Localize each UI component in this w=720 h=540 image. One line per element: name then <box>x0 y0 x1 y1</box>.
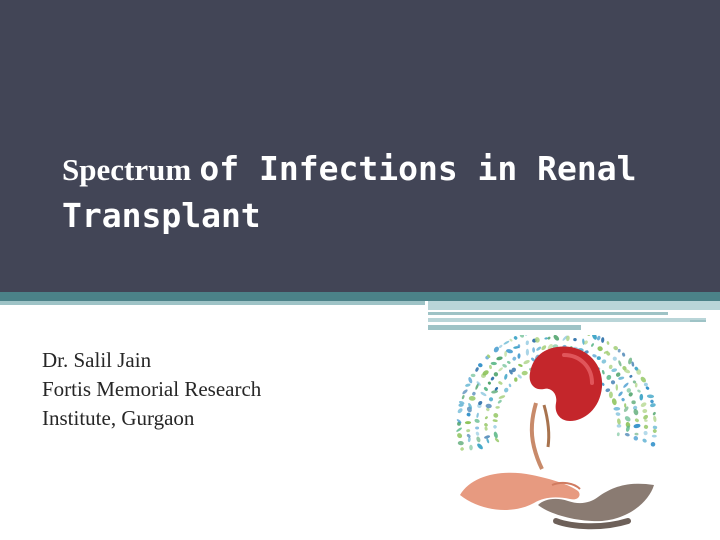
mosaic-dot <box>519 335 525 338</box>
mosaic-dot <box>490 376 495 381</box>
mosaic-dot <box>587 335 591 336</box>
affiliation-line-2: Institute, Gurgaon <box>42 406 195 430</box>
mosaic-dot <box>615 371 621 377</box>
mosaic-dot <box>466 412 471 417</box>
mosaic-dot <box>643 424 649 430</box>
mosaic-dot <box>525 335 529 336</box>
mosaic-dot <box>592 354 597 359</box>
mosaic-dot <box>640 401 647 408</box>
mosaic-dot <box>498 344 503 348</box>
mosaic-dot <box>483 386 489 392</box>
mosaic-dot <box>606 341 609 345</box>
mosaic-dot <box>544 337 548 340</box>
title-word-spectrum: Spectrum <box>62 152 192 187</box>
mosaic-dot <box>460 447 465 452</box>
mosaic-dot <box>489 397 493 401</box>
mosaic-dot <box>512 356 517 361</box>
mosaic-dot <box>484 416 488 420</box>
mosaic-dot <box>618 360 623 367</box>
mosaic-dot <box>633 423 641 429</box>
mosaic-dot <box>617 418 622 425</box>
mosaic-dot <box>608 364 612 369</box>
mosaic-dot <box>611 368 617 373</box>
mosaic-dot <box>504 374 508 381</box>
mosaic-dot <box>642 438 648 444</box>
divider-line <box>690 320 706 322</box>
mosaic-dot <box>618 349 621 353</box>
mosaic-dot <box>634 418 639 423</box>
mosaic-dot <box>492 419 498 422</box>
mosaic-dot <box>496 356 503 361</box>
mosaic-dot <box>485 404 492 409</box>
mosaic-dot <box>493 424 498 429</box>
mosaic-dot <box>509 338 513 342</box>
mosaic-dot <box>461 395 465 400</box>
mosaic-dot <box>532 347 535 353</box>
slide-title <box>62 146 682 240</box>
mosaic-dot <box>476 436 482 443</box>
mosaic-dot <box>468 377 473 384</box>
mosaic-dot <box>457 407 464 414</box>
mosaic-dot <box>618 376 625 380</box>
mosaic-dot <box>645 386 650 391</box>
mosaic-dot <box>652 411 656 415</box>
mosaic-dot <box>497 399 502 404</box>
mosaic-dot <box>547 336 551 340</box>
mosaic-dot <box>469 445 473 451</box>
mosaic-dot <box>615 412 620 416</box>
mosaic-dot <box>518 363 523 367</box>
divider-line <box>428 325 581 330</box>
divider-stripe-light <box>0 301 425 305</box>
mosaic-dot <box>601 359 607 365</box>
mosaic-dot <box>634 433 638 436</box>
mosaic-dot <box>650 399 655 404</box>
mosaic-dot <box>643 431 648 436</box>
mosaic-dot <box>617 432 620 436</box>
mosaic-dot <box>605 388 611 393</box>
mosaic-dot <box>626 388 631 393</box>
divider-stripe-light <box>428 301 720 310</box>
mosaic-dot <box>493 371 499 377</box>
mosaic-dot <box>525 340 529 345</box>
mosaic-dot <box>523 359 531 365</box>
mosaic-dot <box>513 335 518 340</box>
mosaic-dot <box>624 415 632 423</box>
mosaic-dot <box>498 367 504 372</box>
title-line-2: Transplant <box>62 196 261 235</box>
mosaic-dot <box>613 407 620 411</box>
mosaic-dot <box>621 397 626 402</box>
mosaic-dot <box>498 381 503 386</box>
mosaic-dot <box>483 422 488 427</box>
mosaic-dot <box>609 392 613 399</box>
mosaic-dot <box>487 381 491 385</box>
mosaic-dot <box>536 346 542 352</box>
mosaic-dot <box>597 346 604 352</box>
mosaic-dot <box>456 432 463 439</box>
mosaic-dot <box>623 406 630 413</box>
mosaic-dot <box>629 374 633 378</box>
mosaic-dot <box>503 340 510 345</box>
mosaic-dot <box>493 346 500 354</box>
mosaic-dot <box>633 408 639 415</box>
mosaic-dot <box>491 390 498 394</box>
mosaic-dot <box>475 367 480 373</box>
mosaic-dot <box>624 432 630 436</box>
mosaic-dot <box>498 395 506 400</box>
mosaic-dot <box>458 441 464 446</box>
mosaic-dot <box>474 418 480 423</box>
mosaic-dot <box>491 362 497 366</box>
mosaic-dot <box>484 426 488 431</box>
mosaic-dot <box>650 403 657 408</box>
mosaic-dot <box>521 371 528 376</box>
divider-line <box>428 312 668 315</box>
mosaic-dot <box>469 396 476 401</box>
kidney-in-hands-logo <box>452 335 662 535</box>
mosaic-dot <box>652 428 657 433</box>
mosaic-dot <box>466 429 470 432</box>
title-line-1-rest: of Infections in Renal <box>199 149 637 188</box>
mosaic-dot <box>476 443 484 451</box>
affiliation-line-1: Fortis Memorial Research <box>42 377 262 401</box>
mosaic-dot <box>591 343 595 348</box>
mosaic-dot <box>650 442 655 447</box>
mosaic-dot <box>514 377 517 381</box>
mosaic-dot <box>647 394 654 398</box>
mosaic-dot <box>475 431 480 436</box>
slide-subtitle <box>42 346 342 433</box>
divider-stripe <box>0 292 720 301</box>
mosaic-dot <box>617 424 622 428</box>
mosaic-dot <box>489 365 493 370</box>
mosaic-dot <box>526 349 529 356</box>
mosaic-dot <box>612 356 618 362</box>
mosaic-dot <box>492 412 499 419</box>
mosaic-dot <box>631 400 635 404</box>
mosaic-dot <box>591 335 598 340</box>
mosaic-dot <box>611 398 617 406</box>
mosaic-dot <box>507 360 512 364</box>
mosaic-dot <box>495 406 500 409</box>
mosaic-dot <box>642 409 647 413</box>
mosaic-dot <box>633 435 639 441</box>
mosaic-dot <box>493 431 499 439</box>
mosaic-dot <box>639 394 643 401</box>
mosaic-dot <box>462 388 469 395</box>
mosaic-dot <box>480 391 487 397</box>
mosaic-dot <box>476 413 479 419</box>
mosaic-dot <box>652 435 657 438</box>
mosaic-dot <box>456 427 463 433</box>
mosaic-dot <box>540 344 547 351</box>
mosaic-dot <box>621 352 625 357</box>
mosaic-dot <box>640 376 648 384</box>
mosaic-dot <box>605 374 612 381</box>
mosaic-dot <box>465 383 471 387</box>
author-name: Dr. Salil Jain <box>42 348 152 372</box>
mosaic-dot <box>617 391 623 397</box>
mosaic-dot <box>508 383 511 387</box>
mosaic-dot <box>517 374 523 379</box>
mosaic-dot <box>503 387 509 393</box>
mosaic-dot <box>573 338 577 341</box>
mosaic-dot <box>643 382 648 387</box>
mosaic-dot <box>475 427 479 430</box>
mosaic-dot <box>616 384 619 391</box>
mosaic-dot <box>635 383 638 388</box>
mosaic-dot <box>596 335 601 341</box>
mosaic-dot <box>602 370 606 375</box>
mosaic-dot <box>653 425 658 429</box>
divider-line <box>428 318 706 322</box>
mosaic-dot <box>465 421 471 424</box>
mosaic-dot <box>622 382 629 389</box>
mosaic-dot <box>610 379 616 385</box>
mosaic-dot <box>471 374 476 378</box>
mosaic-dot <box>552 335 560 342</box>
mosaic-dot <box>637 389 642 393</box>
mosaic-dot <box>486 438 490 444</box>
mosaic-dot <box>478 363 483 368</box>
mosaic-dot <box>601 337 605 343</box>
mosaic-dot <box>517 353 520 359</box>
mosaic-dot <box>472 391 477 396</box>
mosaic-dot <box>653 415 657 422</box>
mosaic-dot <box>597 356 601 360</box>
ureter-icon <box>532 403 542 469</box>
